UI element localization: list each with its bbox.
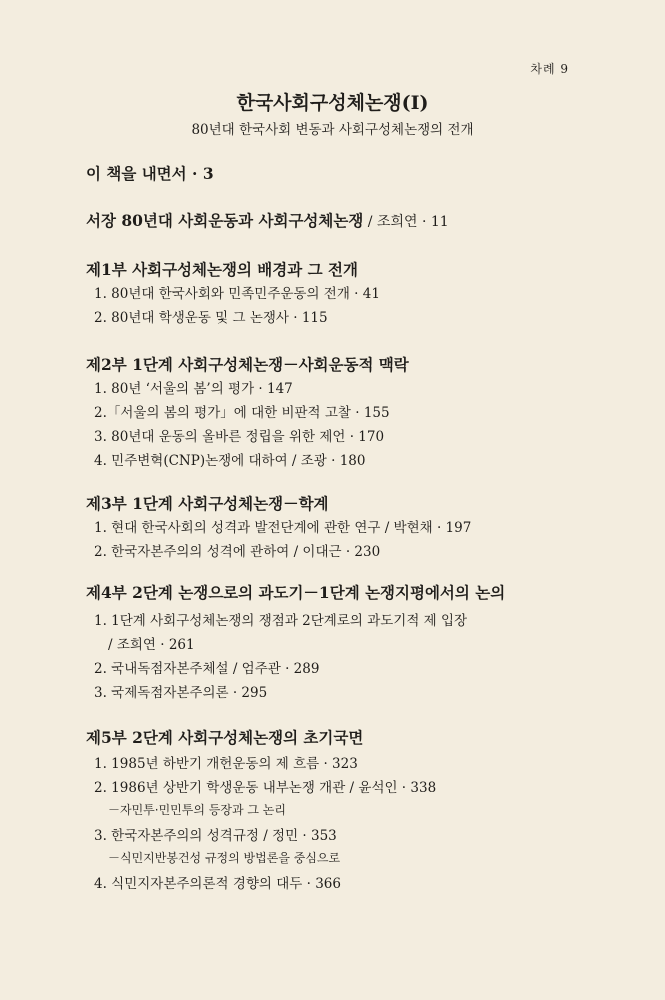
- part-4-entry-2: 2. 국내독점자본주체설 / 엄주관 · 289: [94, 661, 320, 677]
- part-3-heading: 제3부 1단계 사회구성체논쟁－학계: [86, 494, 329, 513]
- book-subtitle: 80년대 한국사회 변동과 사회구성체논쟁의 전개: [191, 122, 474, 138]
- intro-heading-author: / 조희연 · 11: [363, 214, 449, 230]
- part-4-heading: 제4부 2단계 논쟁으로의 과도기－1단계 논쟁지평에서의 논의: [86, 583, 506, 602]
- part-1-entry-2: 2. 80년대 학생운동 및 그 논쟁사 · 115: [94, 310, 328, 326]
- part-1-entry-1: 1. 80년대 한국사회와 민족민주운동의 전개 · 41: [94, 286, 380, 302]
- part-2-entry-2: 2.「서울의 봄의 평가」에 대한 비판적 고찰 · 155: [94, 405, 390, 421]
- part-5-entry-3: 3. 한국자본주의의 성격규정 / 정민 · 353: [94, 828, 337, 844]
- book-title: 한국사회구성체논쟁(Ⅰ): [236, 92, 429, 114]
- part-1-heading: 제1부 사회구성체논쟁의 배경과 그 전개: [86, 260, 358, 279]
- part-2-entry-1: 1. 80년 ‘서울의 봄’의 평가 · 147: [94, 381, 293, 397]
- intro-heading: [86, 209, 449, 231]
- part-5-entry-2-subtitle: －자민투·민민투의 등장과 그 논리: [108, 803, 286, 817]
- part-3-entry-1: 1. 현대 한국사회의 성격과 발전단계에 관한 연구 / 박현채 · 197: [94, 520, 472, 536]
- part-4-entry-3: 3. 국제독점자본주의론 · 295: [94, 685, 268, 701]
- part-5-entry-2: 2. 1986년 상반기 학생운동 내부논쟁 개관 / 윤석인 · 338: [94, 780, 437, 796]
- running-header: 차례 9: [530, 62, 569, 76]
- part-2-entry-4: 4. 민주변혁(CNP)논쟁에 대하여 / 조광 · 180: [94, 453, 366, 469]
- part-5-entry-1: 1. 1985년 하반기 개헌운동의 제 흐름 · 323: [94, 756, 358, 772]
- part-5-heading: 제5부 2단계 사회구성체논쟁의 초기국면: [86, 728, 364, 747]
- part-2-entry-3: 3. 80년대 운동의 올바른 정립을 위한 제언 · 170: [94, 429, 385, 445]
- preface-heading: 이 책을 내면서 · 3: [86, 164, 214, 183]
- part-5-entry-3-subtitle: －식민지반봉건성 규정의 방법론을 중심으로: [108, 851, 341, 865]
- part-4-entry-1-cont: / 조희연 · 261: [108, 637, 195, 653]
- intro-heading-title: 서장 80년대 사회운동과 사회구성체논쟁: [86, 211, 364, 230]
- part-2-heading: 제2부 1단계 사회구성체논쟁－사회운동적 맥락: [86, 355, 409, 374]
- part-4-entry-1: 1. 1단계 사회구성체논쟁의 쟁점과 2단계로의 과도기적 제 입장: [94, 613, 468, 629]
- part-5-entry-4: 4. 식민지자본주의론적 경향의 대두 · 366: [94, 876, 341, 892]
- part-3-entry-2: 2. 한국자본주의의 성격에 관하여 / 이대근 · 230: [94, 544, 381, 560]
